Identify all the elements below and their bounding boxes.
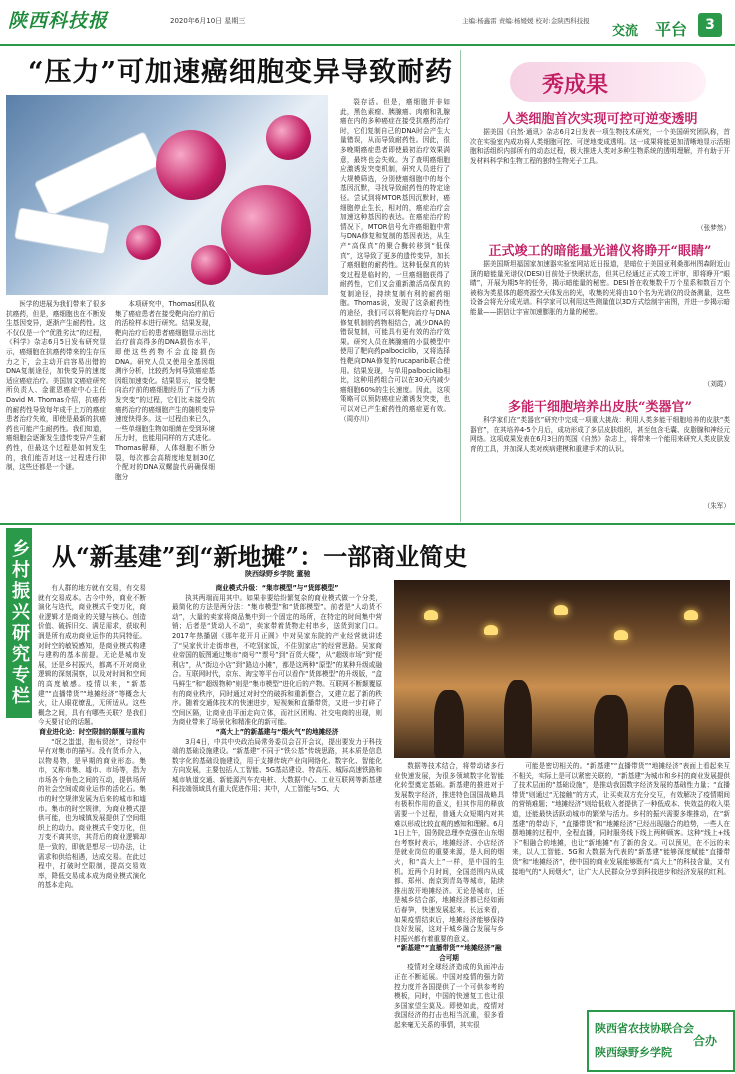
article1-column-3: 裂存活。但是，癌细胞并非如此，黑色素瘤、胰腺癌、肉瘤和乳腺癌在内的多种癌症在接受抗癌药治疗时，它们复制自己的DNA时会产生大量错误，从而导致耐药性。因此，很多晚期癌症患者即使最初治疗效果满意，最终也会失败。为了查明癌细胞应激诱发突变机制，研究人员进行了大规模筛选，分别使癌细胞中的每个基因沉默，寻找导致耐药性的特定途径。尝试到将MTOR基因沉默时，癌细胞停止生长，相对的，癌症治疗会加速这种基因的表达。在癌症治疗的情况下，MTOR信号允许癌细胞中常与DNA修复和复制的基因表达，从生产“高保真”的聚合酶转移到“低保真”，这导致了更多的遗传变异，加长了癌细胞的耐药性。这种低保真的转变过程是临时的，一旦癌细胞获得了耐药性，它们又会重新激活高保真的复制途径，持续复制有利的耐药细胞。Thomas说，发现了这条耐药性的途径，我们可以将靶向治疗与DNA修复机制的药物相结合，减少DNA的错误复制，可能具有更有效的治疗效果。研究人员在胰腺癌的小鼠模型中使用了靶向药palbociclib，又将选择性靶向DNA修复的rucaparib联合使用。结果发现，与单用palbociclib相比，这种用药组合可以在30天内减少癌细胞60%的生长速度。因此，这项策略可以预防癌症应激诱发突变，也可以对已产生耐药性的癌症更有效。（周亦川） [340, 98, 450, 423]
column-divider [460, 50, 461, 522]
article1-column-2: 本项研究中，Thomas团队收集了癌症患者在接受靶向治疗前后的活检样本进行研究。结果发现，靶向治疗后的患者癌细胞显示出比治疗前高得多的DNA损伤水平，即使这些药物不会直接损伤DNA。研究人员又使用全基因组测序分析，比较药为何导致癌症基因组加速变化。结果显示，接受靶向治疗前的癌细胞经历了“压力诱发突变”的过程，它们比未接受抗癌药治疗的癌细胞产生的随机变异速度快得多。这一过程由来已久，一些单细胞生物如细菌在受到环境压力时，也能用同样的方式进化。Thomas解释，人体细胞不断分裂，每次都会高精度地复制30亿个配对的DNA双螺旋代码确保细胞分 [115, 300, 215, 481]
cancer-cells-photo [6, 95, 328, 295]
person-silhouette [594, 695, 628, 758]
article1-column-1: 医学的进展为我们带来了很多抗癌药，但是，癌细胞也在不断发生基因变异，逐渐产生耐药性。这不仅仅是一个“优胜劣汰”的过程，《科学》杂志6月5日发布研究显示，癌细胞在抗癌药带来的生存压力之下，会主动开启容易出错的DNA复制途径，加快变异的速度适应癌症治疗。美国加文癌症研究所负责人、金霍恩癌症中心主任David M. Thomas介绍，抗癌药的耐药性导致每年成千上万的癌症患者治疗失败，即使是最新的抗癌药也可能产生耐药性。我们知道，癌细胞会逐渐发生遗传变异产生耐药性，但最这个过程是如何发生的，我们能否对这一过程进行抑制，这些还都是一个谜。 [6, 300, 106, 472]
subheading: “新基建”“直播带货”“地摊经济”融合可期 [396, 944, 502, 962]
subheading: 商业进化论：时空限制的颠覆与重构 [39, 727, 145, 736]
article2-column-1: 有人群的地方就有交易，有交易就有交易成本。古今中外，商业不断演化与迭代，商业模式千变万化，商业逻辑才是商业的关键与核心。创造价值、破拆旧交、满足需求，获取利润是所有成功商业运作的共同特征。对时空的敏锐感知，是商业模式构建与建构的基本前提。无论是城市发展，还是乡村振兴，都离不开对商业逻辑的深刻洞察，以及对时间和空间的高度敏感。疫情以来，“新基建”“直播带货”“地摊经济”等概念大火，让人眼花缭乱，无所适从。这些概念之间，具有有哪些关联？是我们今天要讨论的话题。 商业进化论：时空限制的颠覆与重构 “氓之蚩蚩，抱布贸丝”，诗经中早有对集市的描写。没有货币介入，以物易物，是早期的商业形态。集市，又称市集、墟市、市场等，指为市场各个角色之间的互动，提供场所的社会空间或商业运作的活化石。集市的时空规律发展为后来的城市和墟市。集市的时空规律，为商业模式提供可能，也为城镇发展提供了空间组织上的动力。商业模式千变万化，但万变不离其宗，其背后的商业逻辑却是一致的，即就是想尽一切办法，让需求和供给相遇，达成交易。在此过程中，打破时空限制，提高交易效率，降低交易成本成为商业模式演化的基本走向。 [38, 584, 146, 890]
brief1-body: 据美国《自然·通讯》杂志6月2日发表一项生物技术研究，一个美国研究团队称，首次在实验室内成功将人类细胞可控、可逆地变成透明。这一成果将能更加清晰地显示活细胞和活组织内部所有的动态过程，极大推进人类对多种生物系统的透明理解，并有助于开发材料科学和生物工程的独特生物光子工具。 [470, 128, 730, 165]
masthead: 陕西科技报 [8, 10, 109, 32]
brief2-body: 据美国斯坦福国家加速器实验室网站近日报道，是暗位于美国亚利桑那州图森附近山顶的暗能量光谱仪(DESI)目前处于快眠状态，但其已经通过正式竣工评审，即将睁开“眼睛”，开展为期5年的任务，揭示暗能量的秘密。DESI旨在收集数千万个星系和数百万个被称为类星体的超亮源空天体发出的光，收集的光将由10个名为光谱仪的设备测量，这些设备会将光分成光谱。科学家可以利用这些测量值以3D方式绘制宇宙图，并进一步揭示暗能量——据信让宇宙加速膨胀的力量的秘密。 [470, 260, 730, 316]
subheading: “高大上”的新基建与“烟火气”的地摊经济 [215, 727, 339, 736]
brief2-title: 正式竣工的暗能量光谱仪将睁开“眼睛” [488, 244, 712, 259]
article2-headline: 从“新基建”到“新地摊”：一部商业简史 [52, 542, 468, 571]
brief1-author: （张梦然） [697, 224, 730, 232]
lamp-image [554, 605, 568, 615]
night-market-photo [394, 580, 730, 758]
platform-label: 平台 [655, 20, 688, 39]
subheading: 商业模式升级：“集市模型”与“货郎模型” [215, 584, 339, 592]
section-divider [0, 523, 735, 525]
article2-column-4: 可能是密切相关的。“新基建”“直播带货”“地摊经济”表面上看起来互不相关，实际上是可以紧密关联的，“新基建”为城市和乡村的商业发展提供了技术层面的“基础设施”，是推动我国数字经济发展的基础性力量；“直播带货”则通过“无接触”的方式，让买卖双方充分交互，有效解决了疫情期间的营销难题；“地摊经济”则给低收入者提供了一种低成本、快效益的收入渠道，还能最快活跃动城市的繁荣与活力。乡村的振兴需要多维推动，在“新基建”的带动下，“直播带货”和“地摊经济”已经出现融合的趋势，一些人在摆地摊的过程中，全程直播，同时服务线下线上两种顾客。这种“线上+线下”相融合的地摊，也让“新地摊”有了新的含义。可以预见，在不远的未来，以人工智能、5G和大数据为代表的“新基建”能够深度赋能“直播带货”和“地摊经济”，使中国的商业发展能够既有“高大上”的科技含量，又有接地气的“人间烟火”，让广大人民群众分享到科技进步和经济发展的红利。 [512, 762, 730, 876]
section-label: 交流 [612, 24, 639, 39]
lamp-image [484, 625, 498, 635]
cell-image [126, 225, 161, 260]
cell-image [191, 245, 231, 285]
cell-image [156, 130, 226, 200]
organizer-1: 陕西省农技协联合会 [595, 1022, 694, 1035]
brief1-title: 人类细胞首次实现可控可逆变透明 [502, 112, 698, 127]
article1-headline: “压力”可加速癌细胞变异导致耐药 [28, 57, 454, 88]
person-silhouette [504, 680, 532, 758]
page-number: 3 [698, 13, 722, 37]
organizer-2: 陕西绿野乡学院 [595, 1046, 672, 1059]
dateline: 2020年6月10日 星期三 [170, 17, 246, 25]
lamp-image [614, 630, 628, 640]
article2-column-3: 数据等技术结合，将带动诸多行业快速发展，为很多领域数字化智能化转型奠定基础。新基建的推进对于发展数字经济，推进特色国国战略具有极积作用的意义，但其作用的释放需要一个过程，普通大众短期内对其难以形成比较直观的感知和理解。6月1日上午，国务院总理李克强在山东烟台考察时表示，地摊经济、小店经济是就业岗位的重要来源，是人间的烟火，和“高大上”一样，是中国的生机。近两个月时间，全国范围内从成都、郑州、南京到青岛等城市，陆续推出放开地摊经济。无论是城市，还是城乡结合部，地摊经济都已经如雨后春笋，快速发展起来。长远来看，如果疫情结束后，地摊经济能够保持良好发展，这对于城乡融合发展与乡村振兴都有着重要的意义。 “新基建”“直播带货”“地摊经济”融合可期 疫情对全球经济造成的负面冲击正在不断延展。中国对疫情的强力防控力度并各国提供了一个可供参考的模板，同时，中国的快速复工也让很多国家望尘莫及。即使如此，疫情对我国经济的打击也相当沉重，很多看起来毫无关系的事情，其实很 [394, 762, 504, 1030]
person-silhouette [434, 690, 464, 758]
showcase-banner [510, 62, 706, 102]
column-tag: 乡村振兴研究专栏 [6, 528, 32, 718]
article2-column-2: 商业模式升级：“集市模型”与“货郎模型” 执其两端而用其中。如果非要给纷繁复杂的商业模式做一个分类，最简化的方法是两分法：“集市模型”和“货郎模型”。前者是“人动货不动”，大量的卖家将商品集中到一个固定的场所，在特定的时间集中营销；后者是“货动人不动”，卖家带着货物走村串乡，送货到家门口。2017年热播剧《那年花开月正圆》中对吴家东院的产业经营就讲述了“吴家伙计走街串巷，不吃别家饭，不住别家店”的经营思路。吴家商业帝国的版图通过集市“商号”“票号”到“百货大楼”，从“超级市场”到“便利店”，从“街边小店”到“路边小摊”，都是这两种“原型”的某种升级或融合。互联网时代，京东、淘宝等平台可以看作“货郎模型”的升级版，“盒马鲜生”和“超级物种”则是“集市模型”进化后的产物。互联网不断颠覆原有的商业秩序，同时通过对时空的破拆和重新整合，又建立起了新的秩序。随着交通体技术的快速进步，短视频和直播带货，又进一步打碎了空间区隔，让商业由平面走向立体，而社区团购、社交电商的出现，则为商业带来了场景化和精准化的新可能。 “高大上”的新基建与“烟火气”的地摊经济 3月4日，中共中央政治局常务委员会召开会议，提出要发力于科技端的基础设施建设。“新基建”不同于“铁公基”传统思路，其本质是信息数字化的基础设施建设，用于支撑传统产业向网络化、数字化、智能化方向发展，主要包括人工智能、5G基站建设、特高压、城际高速铁路和城市轨道交通、新能源汽车充电桩、大数据中心、工业互联网等新基建科技端领域具有重大促进作用；其中，人工智能与5G、大 [172, 584, 382, 794]
pill-image [34, 131, 161, 217]
article2-byline: 陕西绿野乡学院 董驰 [245, 570, 311, 578]
co-host-label: 合办 [693, 1034, 718, 1048]
brief3-title: 多能干细胞培养出皮肤“类器官” [508, 400, 692, 415]
editor-credits: 主编:杨鑫雷 责编:杨媛媛 校对:金陕西科技报 [462, 17, 590, 25]
lamp-image [684, 610, 698, 620]
cell-image [266, 115, 311, 160]
brief3-body: 科学家们在“类器官”研究中完成一项重大挑战：利用人类多能干细胞培养的皮肤“类器官”，在其培养4-5个月后，成功形成了多层皮肤组织，甚至包含毛囊、皮脂腺和神经元网络。这项成果发表在6月3日的英国《自然》杂志上，将带来一个能用来研究人类皮肤发育的工具，并加深人类对疾病建模和重建手术的认识。 [470, 416, 730, 453]
lamp-image [424, 610, 438, 620]
brief3-author: （朱军） [703, 502, 730, 510]
co-organizer-box [587, 1010, 735, 1072]
person-silhouette [664, 685, 694, 758]
pill-image [14, 207, 110, 254]
showcase-label: 秀成果 [542, 73, 609, 98]
brief2-author: （刘霞） [703, 380, 730, 388]
cell-image [221, 185, 311, 275]
